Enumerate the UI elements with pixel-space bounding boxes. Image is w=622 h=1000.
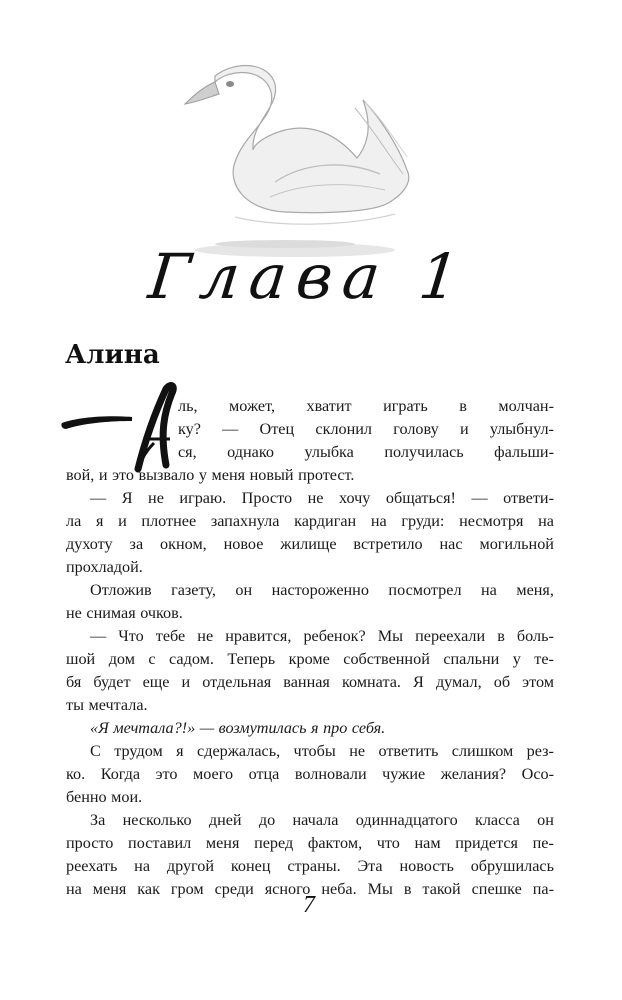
text-line: С трудом я сдержалась, чтобы не ответить слишком рез- <box>90 742 554 760</box>
text-line: духоту за окном, новое жилище встретило нас могильной <box>66 535 554 553</box>
text-line: бя будет еще и отдельная ванная комната. Я думал, об этом <box>66 673 554 691</box>
page-number: 7 <box>303 892 315 918</box>
text-line: на меня как гром среди ясного неба. Мы в такой спешке па- <box>66 880 554 898</box>
text-line: ку? — Отец склонил голову и улыбнул- <box>178 420 554 438</box>
text-line: ты мечтала. <box>66 696 148 714</box>
section-heading: Алина <box>65 340 160 370</box>
text-line: шой дом с садом. Теперь кроме собственной спальни у те- <box>66 650 554 668</box>
text-line: вой, и это вызвало у меня новый протест. <box>66 466 355 484</box>
swan-illustration-icon <box>175 62 425 262</box>
text-line: «Я мечтала?!» — возмутилась я про себя. <box>90 719 386 737</box>
chapter-title: Глава 1 <box>145 240 473 313</box>
drop-cap-text: А <box>60 370 72 387</box>
text-line: За несколько дней до начала одиннадцатого класса он <box>90 811 554 829</box>
text-line: ко. Когда это моего отца волновали чужие желания? Осо- <box>66 765 554 783</box>
text-line: ся, однако улыбка получилась фальши- <box>178 443 554 461</box>
drop-cap-letter <box>60 370 180 473</box>
text-line: Отложив газету, он настороженно посмотрел на меня, <box>90 581 554 599</box>
text-line: бенно мои. <box>66 788 143 806</box>
text-line: прохладой. <box>66 558 143 576</box>
text-line: не снимая очков. <box>66 604 183 622</box>
text-line: — Я не играю. Просто не хочу общаться! — ответи- <box>90 489 554 507</box>
body-text <box>66 464 554 901</box>
opening-lines <box>178 395 554 464</box>
text-line: ла я и плотнее запахнула кардиган на груди: несмотря на <box>66 512 554 530</box>
text-line: — Что тебе не нравится, ребенок? Мы переехали в боль- <box>90 627 554 645</box>
text-line: ль, может, хватит играть в молчан- <box>178 397 554 415</box>
text-line: реехать на другой конец страны. Эта новость обрушилась <box>66 857 554 875</box>
text-line: просто поставил меня перед фактом, что нам придется пе- <box>66 834 554 852</box>
